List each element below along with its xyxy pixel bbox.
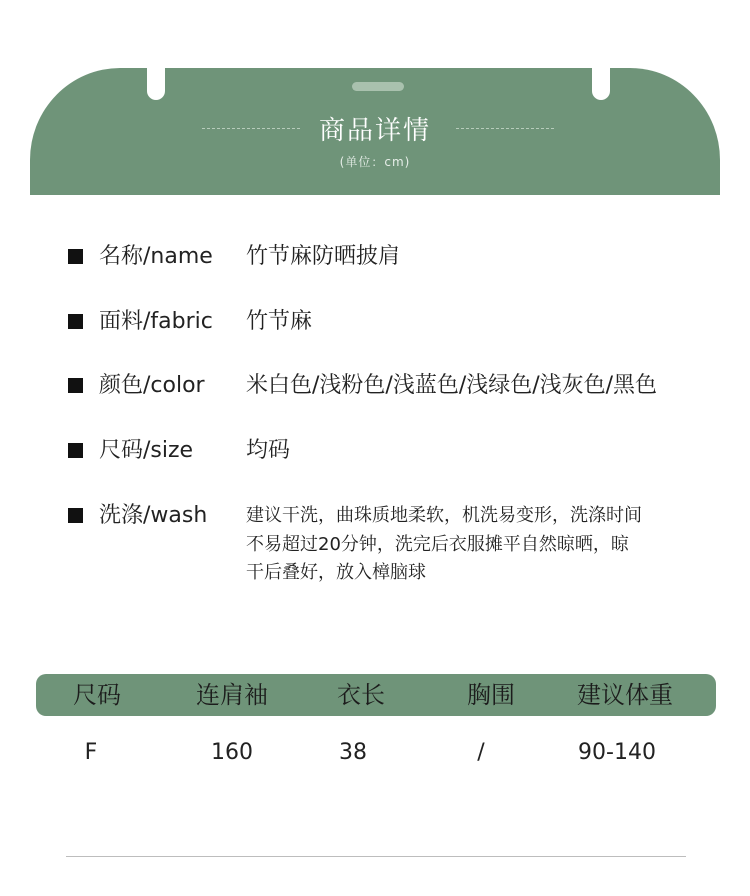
column-header: 建议体重 (577, 681, 673, 709)
spec-label: 名称/name (99, 244, 213, 269)
bottom-divider (66, 856, 686, 857)
table-cell: / (477, 740, 485, 765)
spec-value: 竹节麻 (246, 309, 313, 334)
square-bullet-icon (68, 378, 83, 393)
table-row (36, 732, 716, 774)
spec-label: 颜色/color (99, 373, 205, 398)
table-cell: F (84, 740, 98, 765)
spec-label: 洗涤/wash (99, 503, 208, 528)
table-cell: 38 (339, 740, 367, 765)
square-bullet-icon (68, 249, 83, 264)
spec-value: 均码 (246, 438, 291, 463)
size-table-header (36, 674, 716, 716)
unit-note: (单位：cm) (339, 155, 411, 169)
square-bullet-icon (68, 508, 83, 523)
column-header: 衣长 (337, 681, 385, 709)
page-title: 商品详情 (318, 116, 431, 146)
square-bullet-icon (68, 443, 83, 458)
spec-label: 面料/fabric (99, 309, 213, 334)
hang-notch-right (592, 68, 610, 100)
spec-value: 竹节麻防晒披肩 (246, 244, 401, 269)
hang-notch-left (147, 68, 165, 100)
spec-label: 尺码/size (99, 438, 194, 463)
spec-value: 建议干洗，曲珠质地柔软，机洗易变形，洗涤时间不易超过20分钟，洗完后衣服摊平自然晾晒，晾干后叠好，放入樟脑球 (246, 505, 642, 583)
column-header: 尺码 (73, 681, 121, 709)
column-header: 连肩袖 (196, 681, 268, 709)
square-bullet-icon (68, 314, 83, 329)
table-cell: 90-140 (578, 740, 656, 765)
spec-value: 米白色/浅粉色/浅蓝色/浅绿色/浅灰色/黑色 (246, 373, 658, 398)
detail-header-banner (30, 68, 720, 195)
table-cell: 160 (211, 740, 253, 765)
hanger-slot (352, 82, 404, 91)
column-header: 胸围 (467, 681, 515, 709)
